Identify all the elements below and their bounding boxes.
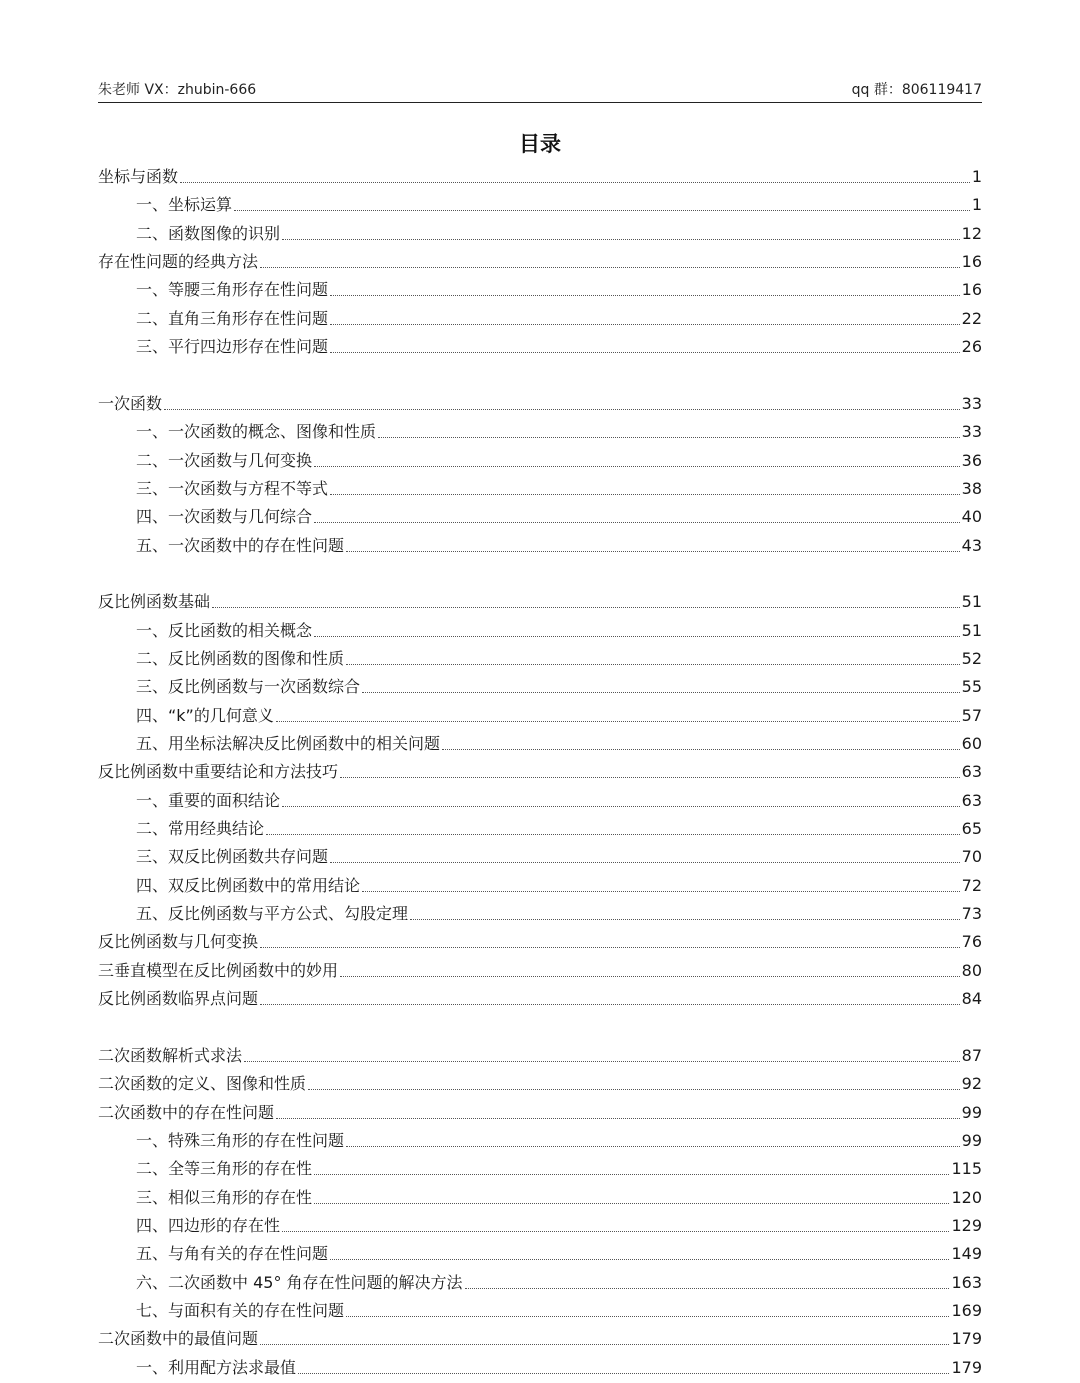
toc-page-number: 63 xyxy=(961,790,982,810)
toc-chapter-entry[interactable] xyxy=(98,982,982,1010)
toc-section-entry[interactable] xyxy=(136,500,982,528)
toc-page-number: 163 xyxy=(951,1272,982,1292)
toc-section-entry[interactable] xyxy=(136,330,982,358)
toc-page-number: 129 xyxy=(951,1215,982,1235)
toc-entry-title: 二次函数的定义、图像和性质 xyxy=(98,1074,307,1094)
toc-dot-leader xyxy=(330,323,960,325)
toc-dot-leader xyxy=(266,833,960,835)
toc-entry-title: 反比例函数与几何变换 xyxy=(98,932,259,952)
toc-section-entry[interactable] xyxy=(136,1351,982,1379)
toc-page-number: 169 xyxy=(951,1301,982,1320)
toc-entry-title: 三、一次函数与方程不等式 xyxy=(136,478,329,498)
toc-chapter-entry[interactable] xyxy=(98,1096,982,1124)
toc-dot-leader xyxy=(442,748,960,750)
toc-dot-leader xyxy=(340,776,960,778)
toc-dot-leader xyxy=(260,946,960,948)
toc-chapter-entry[interactable] xyxy=(98,1322,982,1350)
toc-entry-title: 一、反比函数的相关概念 xyxy=(136,620,313,640)
toc-page-number: 73 xyxy=(961,904,982,924)
toc-dot-leader xyxy=(330,351,960,353)
toc-dot-leader xyxy=(330,493,960,495)
toc-entry-title: 二、常用经典结论 xyxy=(136,819,265,839)
toc-dot-leader xyxy=(330,294,960,296)
toc-chapter-entry[interactable] xyxy=(98,954,982,982)
toc-entry-title: 七、与面积有关的存在性问题 xyxy=(136,1301,345,1320)
toc-page-number: 38 xyxy=(961,478,982,498)
toc-entry-title: 四、“k”的几何意义 xyxy=(136,705,274,725)
toc-entry-title: 一、特殊三角形的存在性问题 xyxy=(136,1130,345,1150)
toc-page-number: 76 xyxy=(961,932,982,952)
toc-section-entry[interactable] xyxy=(136,188,982,216)
toc-dot-leader xyxy=(362,890,960,892)
toc-page-number: 80 xyxy=(961,960,982,980)
toc-page-number: 84 xyxy=(961,989,982,1009)
toc-page-number: 33 xyxy=(961,393,982,413)
toc-entry-title: 反比例函数中重要结论和方法技巧 xyxy=(98,762,339,782)
header-qq-group: qq 群：806119417 xyxy=(851,82,982,98)
toc-dot-leader xyxy=(276,720,960,722)
toc-dot-leader xyxy=(212,606,960,608)
toc-entry-title: 二、直角三角形存在性问题 xyxy=(136,308,329,328)
toc-dot-leader xyxy=(244,1060,960,1062)
toc-page-number: 99 xyxy=(961,1130,982,1150)
toc-dot-leader xyxy=(282,238,960,240)
toc-dot-leader xyxy=(362,691,960,693)
toc-entry-title: 一、利用配方法求最值 xyxy=(136,1357,297,1377)
toc-page-number: 99 xyxy=(961,1102,982,1122)
toc-entry-title: 三垂直模型在反比例函数中的妙用 xyxy=(98,960,339,980)
toc-section-entry[interactable] xyxy=(136,614,982,642)
toc-dot-leader xyxy=(340,975,960,977)
toc-entry-title: 二、反比例函数的图像和性质 xyxy=(136,648,345,668)
toc-page-number: 63 xyxy=(961,762,982,782)
toc-section-entry[interactable] xyxy=(136,897,982,925)
toc-section-entry[interactable] xyxy=(136,1209,982,1237)
toc-entry-title: 五、一次函数中的存在性问题 xyxy=(136,535,345,555)
toc-page-number: 26 xyxy=(961,337,982,357)
toc-entry-title: 反比例函数临界点问题 xyxy=(98,989,259,1009)
toc-section-entry[interactable] xyxy=(136,415,982,443)
toc-section-entry[interactable] xyxy=(136,1294,982,1322)
toc-chapter-entry[interactable] xyxy=(98,1067,982,1095)
toc-section-entry[interactable] xyxy=(136,1181,982,1209)
toc-dot-leader xyxy=(465,1287,950,1289)
toc-dot-leader xyxy=(298,1372,949,1374)
toc-entry-title: 一、坐标运算 xyxy=(136,195,233,215)
toc-entry-title: 五、与角有关的存在性问题 xyxy=(136,1244,329,1264)
toc-section-entry[interactable] xyxy=(136,642,982,670)
toc-chapter-entry[interactable] xyxy=(98,1039,982,1067)
toc-dot-leader xyxy=(164,408,960,410)
toc-chapter-entry[interactable] xyxy=(98,387,982,415)
toc-entry-title: 坐标与函数 xyxy=(98,167,179,186)
toc-page-number: 115 xyxy=(951,1159,982,1179)
page-header xyxy=(98,78,982,103)
toc-page-number: 51 xyxy=(961,620,982,640)
toc-page-number: 16 xyxy=(961,280,982,300)
toc-entry-title: 二、函数图像的识别 xyxy=(136,223,281,243)
toc-entry-title: 二次函数中的最值问题 xyxy=(98,1329,259,1349)
toc-page-number: 87 xyxy=(961,1045,982,1065)
toc-page-number: 179 xyxy=(951,1357,982,1377)
toc-entry-title: 四、四边形的存在性 xyxy=(136,1215,281,1235)
toc-entry-title: 二次函数中的存在性问题 xyxy=(98,1102,275,1122)
toc-section-entry[interactable] xyxy=(136,1266,982,1294)
toc-dot-leader xyxy=(314,635,960,637)
toc-entry-title: 三、双反比例函数共存问题 xyxy=(136,847,329,867)
toc-section-entry[interactable] xyxy=(136,727,982,755)
toc-dot-leader xyxy=(314,521,960,523)
toc-section-entry[interactable] xyxy=(136,840,982,868)
toc-section-entry[interactable] xyxy=(136,302,982,330)
toc-page-number: 70 xyxy=(961,847,982,867)
toc-dot-leader xyxy=(260,1003,960,1005)
toc-dot-leader xyxy=(314,1202,949,1204)
page-title: 目录 xyxy=(519,132,561,156)
toc-entry-title: 二次函数解析式求法 xyxy=(98,1045,243,1065)
toc-page-number: 60 xyxy=(961,734,982,753)
toc-dot-leader xyxy=(314,465,960,467)
toc-entry-title: 三、平行四边形存在性问题 xyxy=(136,337,329,357)
toc-entry-title: 反比例函数基础 xyxy=(98,592,211,612)
toc-entry-title: 二、一次函数与几何变换 xyxy=(136,450,313,470)
toc-dot-leader xyxy=(282,1230,949,1232)
toc-page-number: 43 xyxy=(961,535,982,555)
toc-page-number: 33 xyxy=(961,422,982,442)
toc-section-entry[interactable] xyxy=(136,784,982,812)
toc-entry-title: 五、用坐标法解决反比例函数中的相关问题 xyxy=(136,734,441,753)
toc-entry-title: 一次函数 xyxy=(98,393,163,413)
toc-page-number: 51 xyxy=(961,592,982,612)
toc-page-number: 40 xyxy=(961,507,982,527)
toc-entry-title: 三、相似三角形的存在性 xyxy=(136,1187,313,1207)
toc-entry-title: 存在性问题的经典方法 xyxy=(98,252,259,272)
toc-dot-leader xyxy=(234,209,970,211)
toc-section-entry[interactable] xyxy=(136,1237,982,1265)
toc-dot-leader xyxy=(260,1343,949,1345)
toc-section-entry[interactable] xyxy=(136,472,982,500)
toc-section-entry[interactable] xyxy=(136,670,982,698)
toc-entry-title: 二、全等三角形的存在性 xyxy=(136,1159,313,1179)
toc-dot-leader xyxy=(308,1088,960,1090)
toc-section-entry[interactable] xyxy=(136,529,982,557)
toc-chapter-entry[interactable] xyxy=(98,585,982,613)
toc-section-entry[interactable] xyxy=(136,217,982,245)
toc-section-entry[interactable] xyxy=(136,812,982,840)
toc-dot-leader xyxy=(330,1258,949,1260)
toc-dot-leader xyxy=(346,1145,960,1147)
toc-dot-leader xyxy=(346,550,960,552)
toc-dot-leader xyxy=(410,918,960,920)
toc-section-entry[interactable] xyxy=(136,699,982,727)
toc-section-entry[interactable] xyxy=(136,1124,982,1152)
toc-section-entry[interactable] xyxy=(136,444,982,472)
toc-section-entry[interactable] xyxy=(136,273,982,301)
toc-page-number: 1 xyxy=(971,195,982,215)
toc-dot-leader xyxy=(260,266,960,268)
header-contact: 朱老师 VX：zhubin-666 xyxy=(98,82,257,98)
toc-entry-title: 三、反比例函数与一次函数综合 xyxy=(136,677,361,697)
toc-entry-title: 四、双反比例函数中的常用结论 xyxy=(136,875,361,895)
toc-page-number: 72 xyxy=(961,875,982,895)
toc-section-entry[interactable] xyxy=(136,869,982,897)
toc-page-number: 22 xyxy=(961,308,982,328)
toc-dot-leader xyxy=(330,861,960,863)
toc-dot-leader xyxy=(180,181,970,183)
toc-page-number: 57 xyxy=(961,705,982,725)
toc-chapter-entry[interactable] xyxy=(98,245,982,273)
toc-section-entry[interactable] xyxy=(136,1152,982,1180)
toc-entry-title: 一、等腰三角形存在性问题 xyxy=(136,280,329,300)
toc-page-number: 92 xyxy=(961,1074,982,1094)
toc-page-number: 36 xyxy=(961,450,982,470)
toc-page-number: 1 xyxy=(971,167,982,186)
toc-chapter-entry[interactable] xyxy=(98,160,982,188)
toc-chapter-entry[interactable] xyxy=(98,925,982,953)
toc-page-number: 52 xyxy=(961,648,982,668)
toc-page-number: 65 xyxy=(961,819,982,839)
toc-entry-title: 一、重要的面积结论 xyxy=(136,790,281,810)
toc-dot-leader xyxy=(346,1315,949,1317)
toc-dot-leader xyxy=(314,1173,949,1175)
toc-dot-leader xyxy=(282,805,960,807)
toc-entry-title: 五、反比例函数与平方公式、勾股定理 xyxy=(136,904,409,924)
toc-page-number: 12 xyxy=(961,223,982,243)
toc-entry-title: 四、一次函数与几何综合 xyxy=(136,507,313,527)
toc-page-number: 120 xyxy=(951,1187,982,1207)
toc-page-number: 16 xyxy=(961,252,982,272)
toc-dot-leader xyxy=(346,663,960,665)
toc-page-number: 55 xyxy=(961,677,982,697)
toc-dot-leader xyxy=(276,1117,960,1119)
toc-chapter-entry[interactable] xyxy=(98,755,982,783)
toc-entry-title: 六、二次函数中 45° 角存在性问题的解决方法 xyxy=(136,1272,463,1292)
toc-entry-title: 一、一次函数的概念、图像和性质 xyxy=(136,422,377,442)
toc-page-number: 179 xyxy=(951,1329,982,1349)
toc-page-number: 149 xyxy=(951,1244,982,1264)
toc-dot-leader xyxy=(378,436,960,438)
